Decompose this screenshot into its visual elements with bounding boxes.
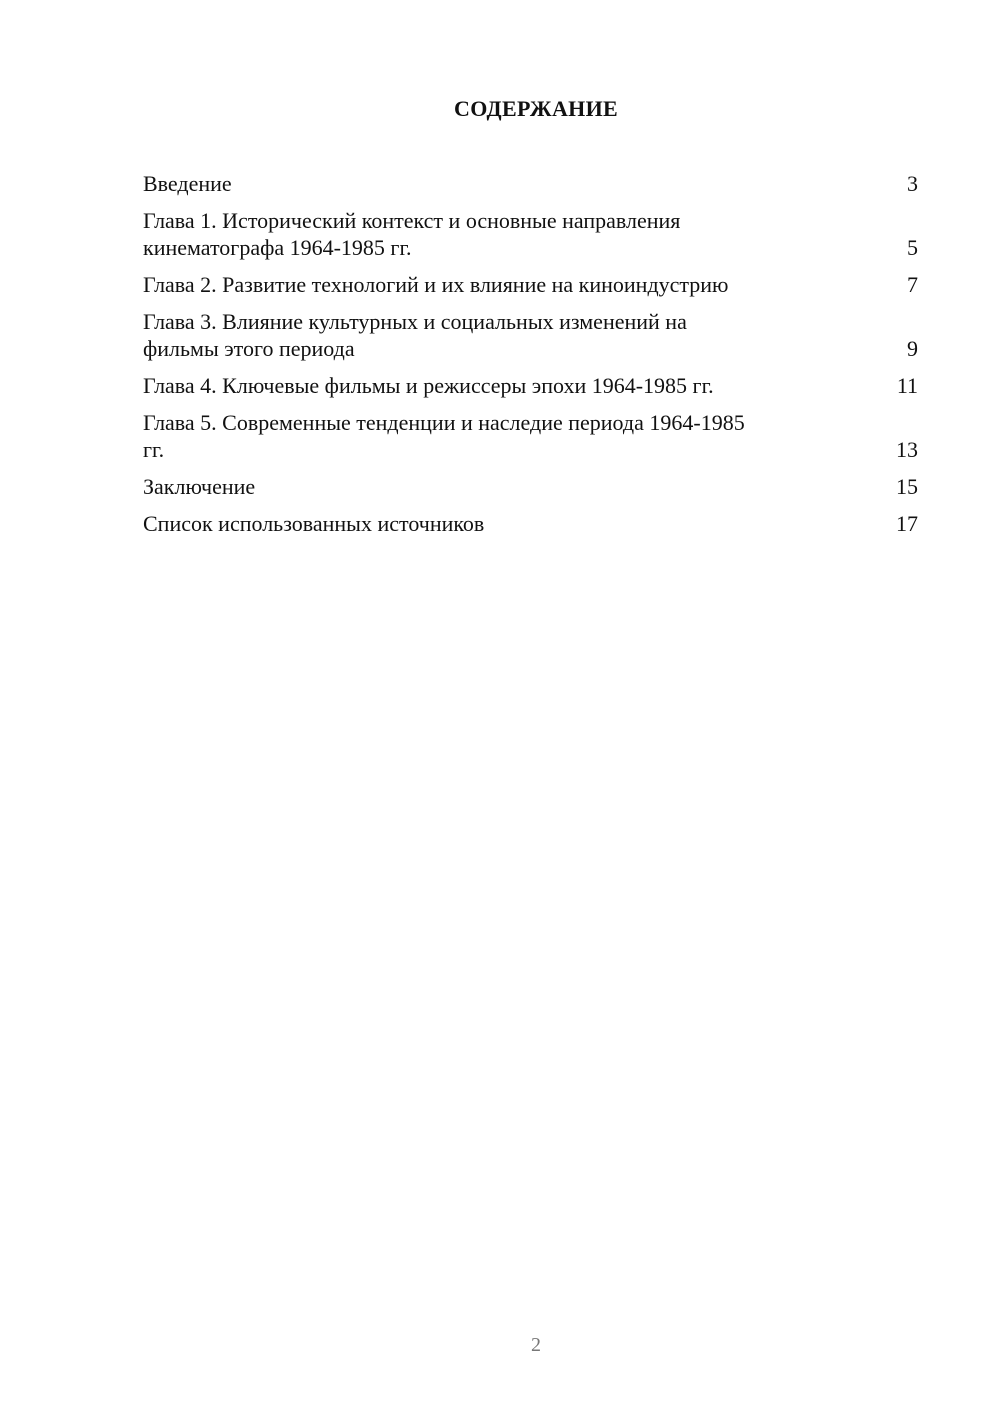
table-of-contents: [143, 170, 918, 547]
toc-entry-text: Глава 5. Современные тенденции и наследие периода 1964-1985 гг.: [143, 410, 745, 462]
toc-entry-text: Список использованных источников: [143, 511, 485, 536]
toc-entry-page: 15: [896, 474, 918, 499]
page-number: 2: [531, 1334, 541, 1356]
toc-entry-introduction: [143, 170, 918, 197]
toc-entry-page: 17: [896, 511, 918, 536]
toc-entry-chapter-2: [143, 271, 918, 298]
toc-entry-chapter-1: [143, 207, 918, 261]
toc-entry-text: Глава 3. Влияние культурных и социальных изменений на фильмы этого периода: [143, 309, 687, 361]
toc-entry-text: Введение: [143, 171, 232, 196]
toc-entry-chapter-4: [143, 372, 918, 399]
toc-entry-page: 5: [907, 235, 918, 260]
toc-entry-text: Глава 1. Исторический контекст и основные направления кинематографа 1964-1985 гг.: [143, 208, 681, 260]
toc-entry-text: Глава 4. Ключевые фильмы и режиссеры эпохи 1964-1985 гг.: [143, 373, 714, 398]
toc-entry-chapter-5: [143, 409, 918, 463]
page-title: СОДЕРЖАНИЕ: [454, 96, 618, 121]
toc-entry-page: 9: [907, 336, 918, 361]
toc-entry-page: 7: [907, 272, 918, 297]
toc-entry-conclusion: [143, 473, 918, 500]
toc-entry-references: [143, 510, 918, 537]
toc-entry-chapter-3: [143, 308, 918, 362]
toc-entry-text: Глава 2. Развитие технологий и их влияние на киноиндустрию: [143, 272, 729, 297]
toc-entry-page: 11: [896, 373, 918, 398]
toc-entry-page: 13: [896, 437, 918, 462]
toc-entry-text: Заключение: [143, 474, 256, 499]
toc-entry-page: 3: [907, 171, 918, 196]
